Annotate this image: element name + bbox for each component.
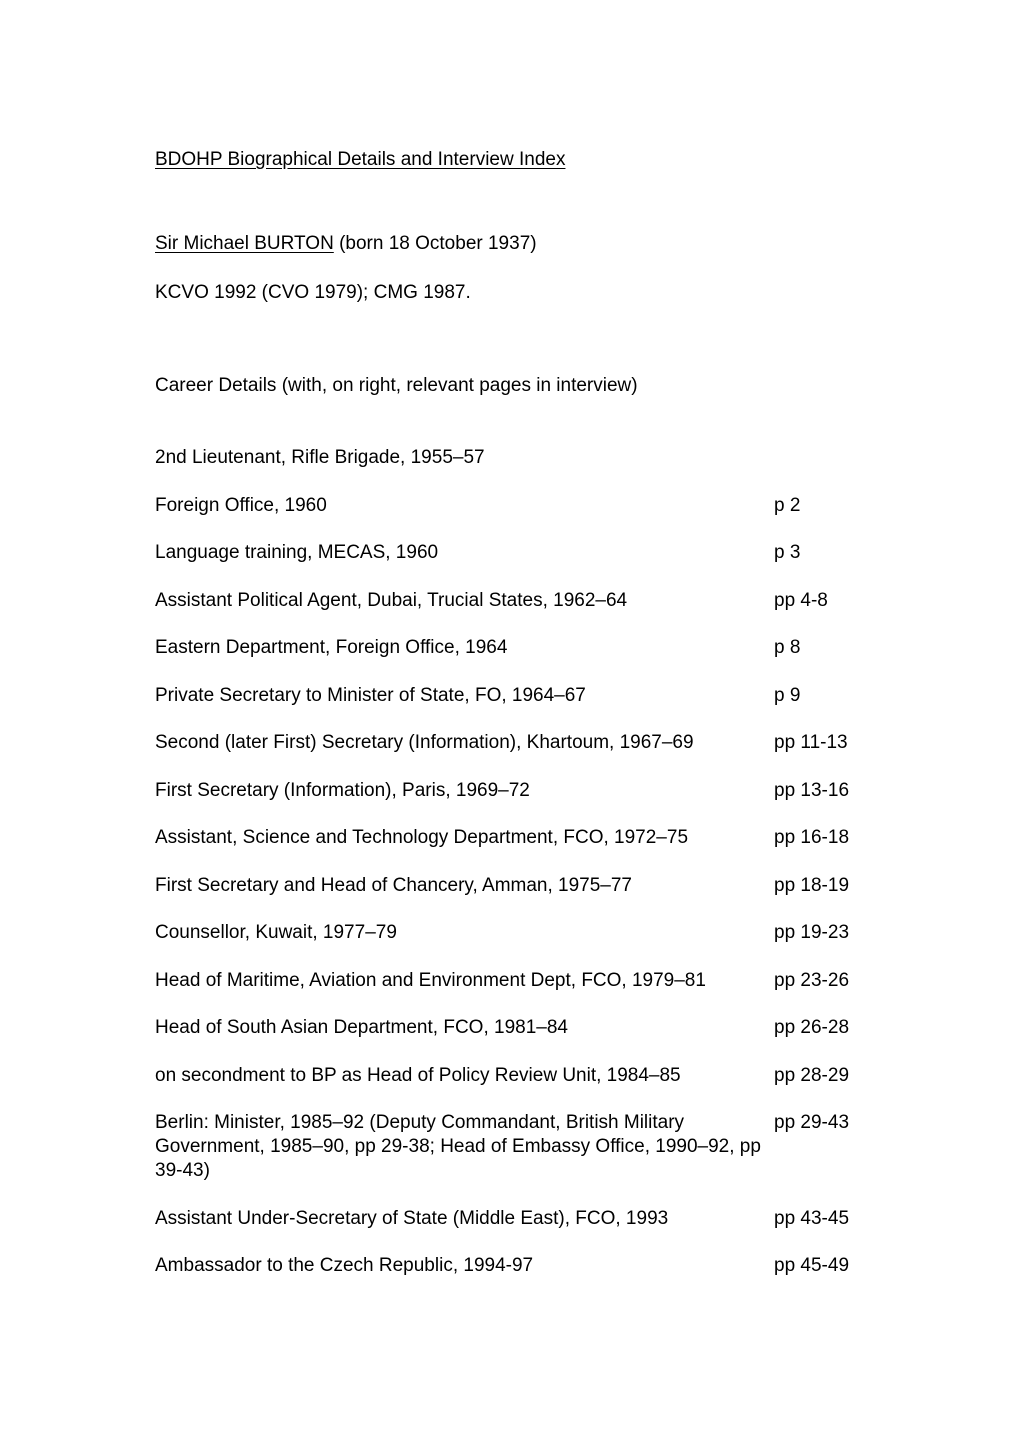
- career-pages: pp 16-18: [774, 827, 850, 848]
- career-pages: p 3: [774, 542, 801, 563]
- career-row: [155, 1064, 875, 1088]
- honours: KCVO 1992 (CVO 1979); CMG 1987.: [155, 282, 471, 303]
- career-role: Berlin: Minister, 1985–92 (Deputy Commandant, British Military Government, 1985–90, pp 29-38; Head of Embassy Office, 1990–92, pp 39-43): [155, 1112, 761, 1181]
- career-row: [155, 874, 875, 898]
- subject-line: [155, 232, 537, 256]
- career-role: 2nd Lieutenant, Rifle Brigade, 1955–57: [155, 447, 485, 468]
- career-pages: pp 13-16: [774, 779, 850, 801]
- career-row: [155, 494, 875, 518]
- career-row: [155, 1254, 875, 1278]
- career-role: Head of Maritime, Aviation and Environment Dept, FCO, 1979–81: [155, 969, 706, 991]
- career-row: [155, 589, 875, 613]
- career-role: Language training, MECAS, 1960: [155, 542, 439, 563]
- career-row: [155, 541, 875, 565]
- career-row: [155, 921, 875, 945]
- career-pages: pp 23-26: [774, 969, 850, 991]
- career-role: Private Secretary to Minister of State, FO, 1964–67: [155, 684, 586, 706]
- career-pages: pp 4-8: [774, 589, 828, 611]
- career-pages: pp 45-49: [774, 1255, 850, 1276]
- career-role: Foreign Office, 1960: [155, 494, 327, 516]
- career-role: Counsellor, Kuwait, 1977–79: [155, 922, 397, 943]
- career-pages: p 8: [774, 637, 801, 658]
- career-row: [155, 1207, 875, 1231]
- career-row: [155, 969, 875, 993]
- career-list: [155, 446, 875, 1302]
- subject-born: (born 18 October 1937): [339, 233, 537, 254]
- career-row: [155, 684, 875, 708]
- career-pages: p 9: [774, 684, 801, 706]
- career-pages: pp 29-43: [774, 1112, 850, 1133]
- career-pages: pp 19-23: [774, 922, 850, 943]
- career-pages: pp 18-19: [774, 874, 850, 896]
- career-role: Head of South Asian Department, FCO, 1981–84: [155, 1017, 568, 1038]
- career-role: Assistant Under-Secretary of State (Middle East), FCO, 1993: [155, 1207, 669, 1229]
- career-role: Eastern Department, Foreign Office, 1964: [155, 637, 508, 658]
- career-row: [155, 1016, 875, 1040]
- career-pages: pp 43-45: [774, 1207, 850, 1229]
- career-heading: Career Details (with, on right, relevant pages in interview): [155, 375, 638, 396]
- career-row: [155, 1111, 875, 1183]
- document-title: BDOHP Biographical Details and Interview Index: [155, 149, 566, 170]
- career-pages: p 2: [774, 494, 801, 516]
- career-pages: pp 26-28: [774, 1017, 850, 1038]
- career-role: Second (later First) Secretary (Information), Khartoum, 1967–69: [155, 732, 694, 753]
- career-row: [155, 446, 875, 470]
- career-role: First Secretary and Head of Chancery, Amman, 1975–77: [155, 874, 633, 896]
- career-pages: pp 28-29: [774, 1064, 850, 1086]
- career-role: on secondment to BP as Head of Policy Review Unit, 1984–85: [155, 1064, 681, 1086]
- career-row: [155, 779, 875, 803]
- career-role: First Secretary (Information), Paris, 1969–72: [155, 779, 530, 801]
- subject-name: Sir Michael BURTON: [155, 233, 334, 254]
- career-row: [155, 636, 875, 660]
- career-role: Assistant, Science and Technology Department, FCO, 1972–75: [155, 827, 689, 848]
- career-role: Ambassador to the Czech Republic, 1994-97: [155, 1255, 534, 1276]
- career-row: [155, 731, 875, 755]
- career-pages: pp 11-13: [774, 732, 848, 753]
- career-role: Assistant Political Agent, Dubai, Trucial States, 1962–64: [155, 589, 628, 611]
- career-row: [155, 826, 875, 850]
